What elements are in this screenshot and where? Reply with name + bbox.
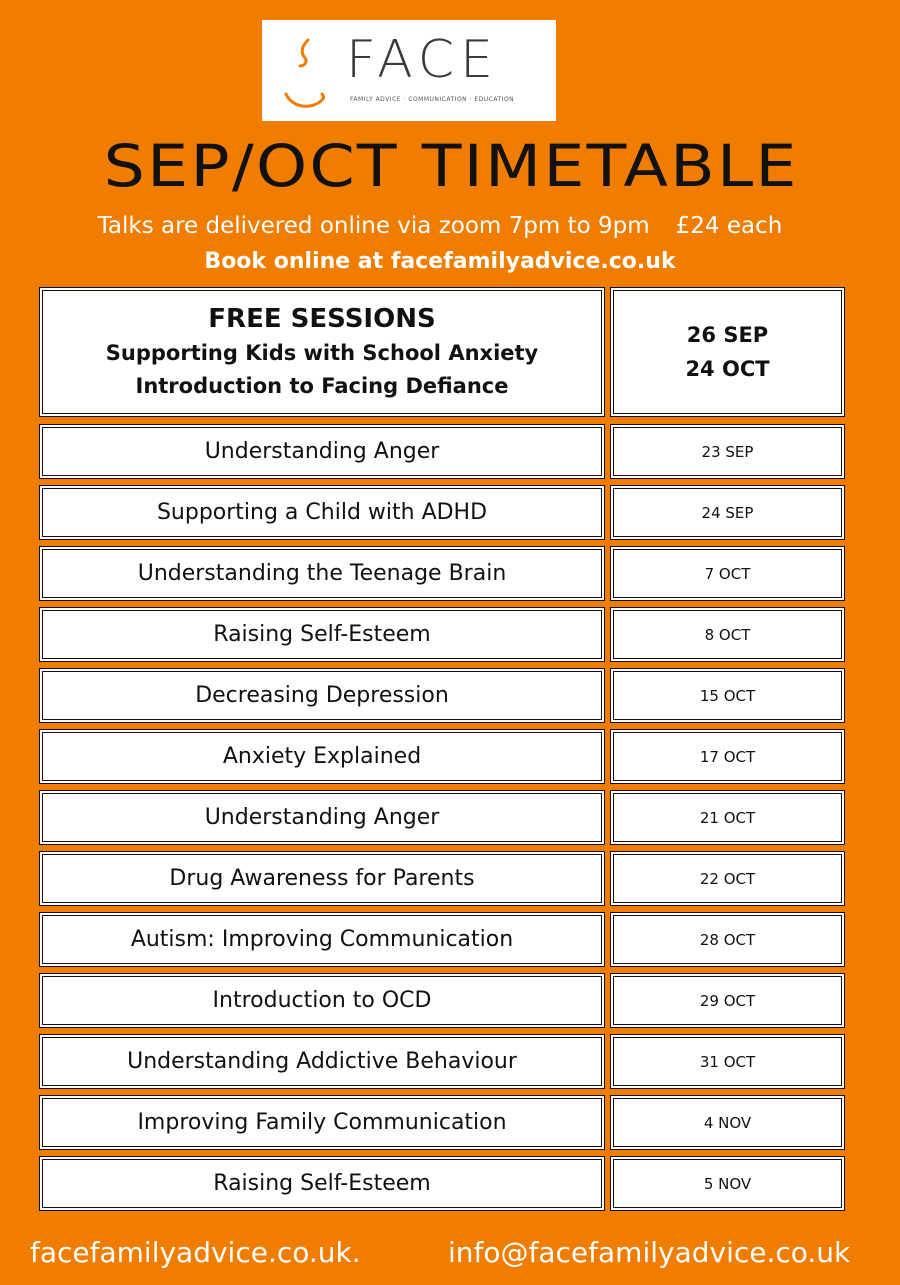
session-title: Improving Family Communication: [42, 1098, 602, 1147]
session-date: 5 NOV: [613, 1159, 842, 1208]
footer-website-link[interactable]: facefamilyadvice.co.uk.: [30, 1236, 361, 1269]
session-date: 29 OCT: [613, 976, 842, 1025]
logo-wordmark: FACE: [346, 30, 499, 90]
session-date: 4 NOV: [613, 1098, 842, 1147]
booking-link[interactable]: Book online at facefamilyadvice.co.uk: [204, 249, 676, 274]
session-title: Raising Self-Esteem: [42, 610, 602, 659]
page-title: SEP/OCT TIMETABLE: [103, 132, 799, 200]
session-title: Decreasing Depression: [42, 671, 602, 720]
free-session-date: 24 OCT: [685, 357, 770, 381]
session-date: 31 OCT: [613, 1037, 842, 1086]
session-title: Anxiety Explained: [42, 732, 602, 781]
session-title: Understanding Addictive Behaviour: [42, 1037, 602, 1086]
session-title: Understanding Anger: [42, 793, 602, 842]
footer-email-link[interactable]: info@facefamilyadvice.co.uk: [448, 1236, 851, 1269]
session-date: 17 OCT: [613, 732, 842, 781]
free-session-title: Supporting Kids with School Anxiety: [105, 341, 539, 365]
free-sessions-heading: FREE SESSIONS: [208, 304, 436, 334]
session-title: Drug Awareness for Parents: [42, 854, 602, 903]
session-title: Understanding Anger: [42, 427, 602, 476]
price-text: £24 each: [675, 213, 783, 239]
session-title: Introduction to OCD: [42, 976, 602, 1025]
free-sessions-cell: [42, 290, 602, 414]
free-sessions-dates-cell: [613, 290, 842, 414]
session-date: 24 SEP: [613, 488, 842, 537]
session-title: Autism: Improving Communication: [42, 915, 602, 964]
session-date: 22 OCT: [613, 854, 842, 903]
free-session-date: 26 SEP: [686, 323, 769, 347]
free-session-title: Introduction to Facing Defiance: [135, 374, 509, 398]
session-date: 15 OCT: [613, 671, 842, 720]
session-date: 8 OCT: [613, 610, 842, 659]
delivery-text: Talks are delivered online via zoom 7pm to 9pm: [97, 213, 650, 239]
session-date: 7 OCT: [613, 549, 842, 598]
session-title: Raising Self-Esteem: [42, 1159, 602, 1208]
session-date: 28 OCT: [613, 915, 842, 964]
delivery-info: [0, 213, 880, 239]
session-date: 21 OCT: [613, 793, 842, 842]
session-date: 23 SEP: [613, 427, 842, 476]
face-logo-icon: [278, 36, 342, 114]
session-title: Understanding the Teenage Brain: [42, 549, 602, 598]
logo-tagline: FAMILY ADVICE · COMMUNICATION · EDUCATION: [350, 96, 515, 103]
face-logo: [262, 20, 556, 121]
session-title: Supporting a Child with ADHD: [42, 488, 602, 537]
